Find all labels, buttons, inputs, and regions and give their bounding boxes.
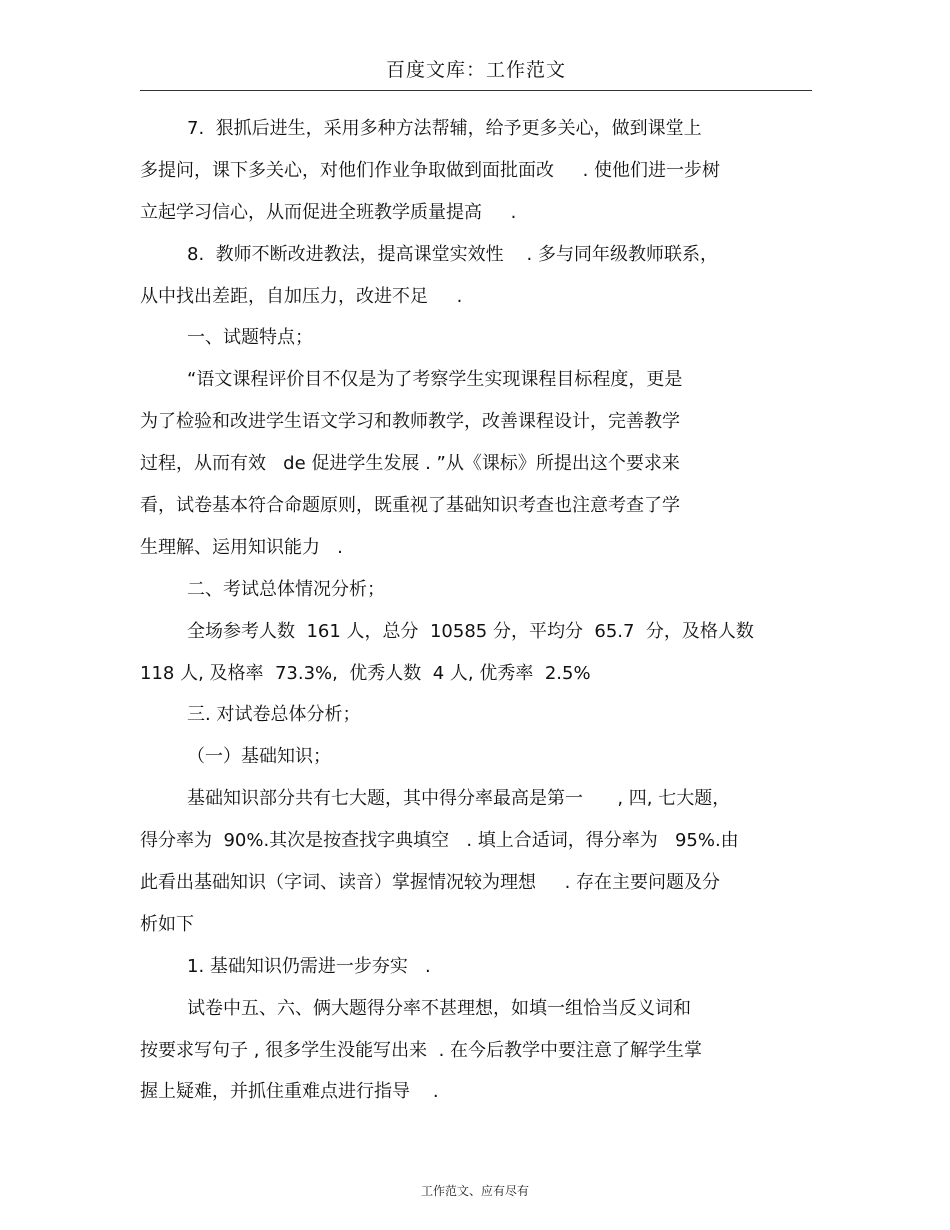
page-header: [140, 56, 812, 91]
footer-text: 工作范文、应有尽有: [420, 1184, 529, 1198]
body-line: 按要求写句子 , 很多学生没能写出来 . 在今后教学中要注意了解学生掌: [140, 1039, 703, 1061]
body-line: 看，试卷基本符合命题原则，既重视了基础知识考查也注意考查了学: [140, 495, 680, 517]
body-line: 得分率为 90%.其次是按查找字典填空 . 填上合适词，得分率为 95%.由: [140, 830, 739, 852]
body-line: 118 人, 及格率 73.3%, 优秀人数 4 人, 优秀率 2.5%: [140, 662, 591, 684]
body-line: 为了检验和改进学生语文学习和教师教学，改善课程设计，完善教学: [140, 411, 680, 433]
body-line: 生理解、运用知识能力 .: [140, 536, 343, 558]
body-line: 试卷中五、六、俩大题得分率不甚理想，如填一组恰当反义词和: [187, 997, 691, 1019]
list-heading: 1. 基础知识仍需进一步夯实 .: [187, 955, 431, 977]
document-body: [140, 108, 820, 1113]
body-line: 握上疑难，并抓住重难点进行指导 .: [140, 1081, 439, 1103]
section-heading: 一、试题特点；: [187, 327, 313, 349]
body-line: 基础知识部分共有七大题，其中得分率最高是第一 , 四, 七大题，: [187, 788, 731, 810]
body-line: 过程，从而有效 de 促进学生发展 . ”从《课标》所提出这个要求来: [140, 453, 680, 475]
body-line: 立起学习信心，从而促进全班教学质量提高 .: [140, 201, 517, 223]
body-line: 多提问，课下多关心，对他们作业争取做到面批面改 . 使他们进一步树: [140, 159, 721, 181]
body-line: 8. 教师不断改进教法，提高课堂实效性 . 多与同年级教师联系，: [187, 243, 718, 265]
body-line: “语文课程评价目不仅是为了考察学生实现课程目标程度，更是: [187, 369, 683, 391]
section-heading: 二、考试总体情况分析；: [187, 578, 385, 600]
body-line: 全场参考人数 161 人，总分 10585 分，平均分 65.7 分，及格人数: [187, 620, 754, 642]
section-heading: 三. 对试卷总体分析；: [187, 704, 361, 726]
body-line: 此看出基础知识（字词、读音）掌握情况较为理想 . 存在主要问题及分: [140, 872, 721, 894]
header-title: 百度文库：工作范文: [385, 59, 566, 81]
page-footer: [0, 1182, 950, 1199]
body-line: 析如下: [140, 913, 194, 935]
body-line: 从中找出差距，自加压力，改进不足 .: [140, 285, 463, 307]
body-line: 7. 狠抓后进生，采用多种方法帮辅，给予更多关心，做到课堂上: [187, 118, 702, 139]
subsection-heading: （一）基础知识；: [187, 746, 331, 768]
